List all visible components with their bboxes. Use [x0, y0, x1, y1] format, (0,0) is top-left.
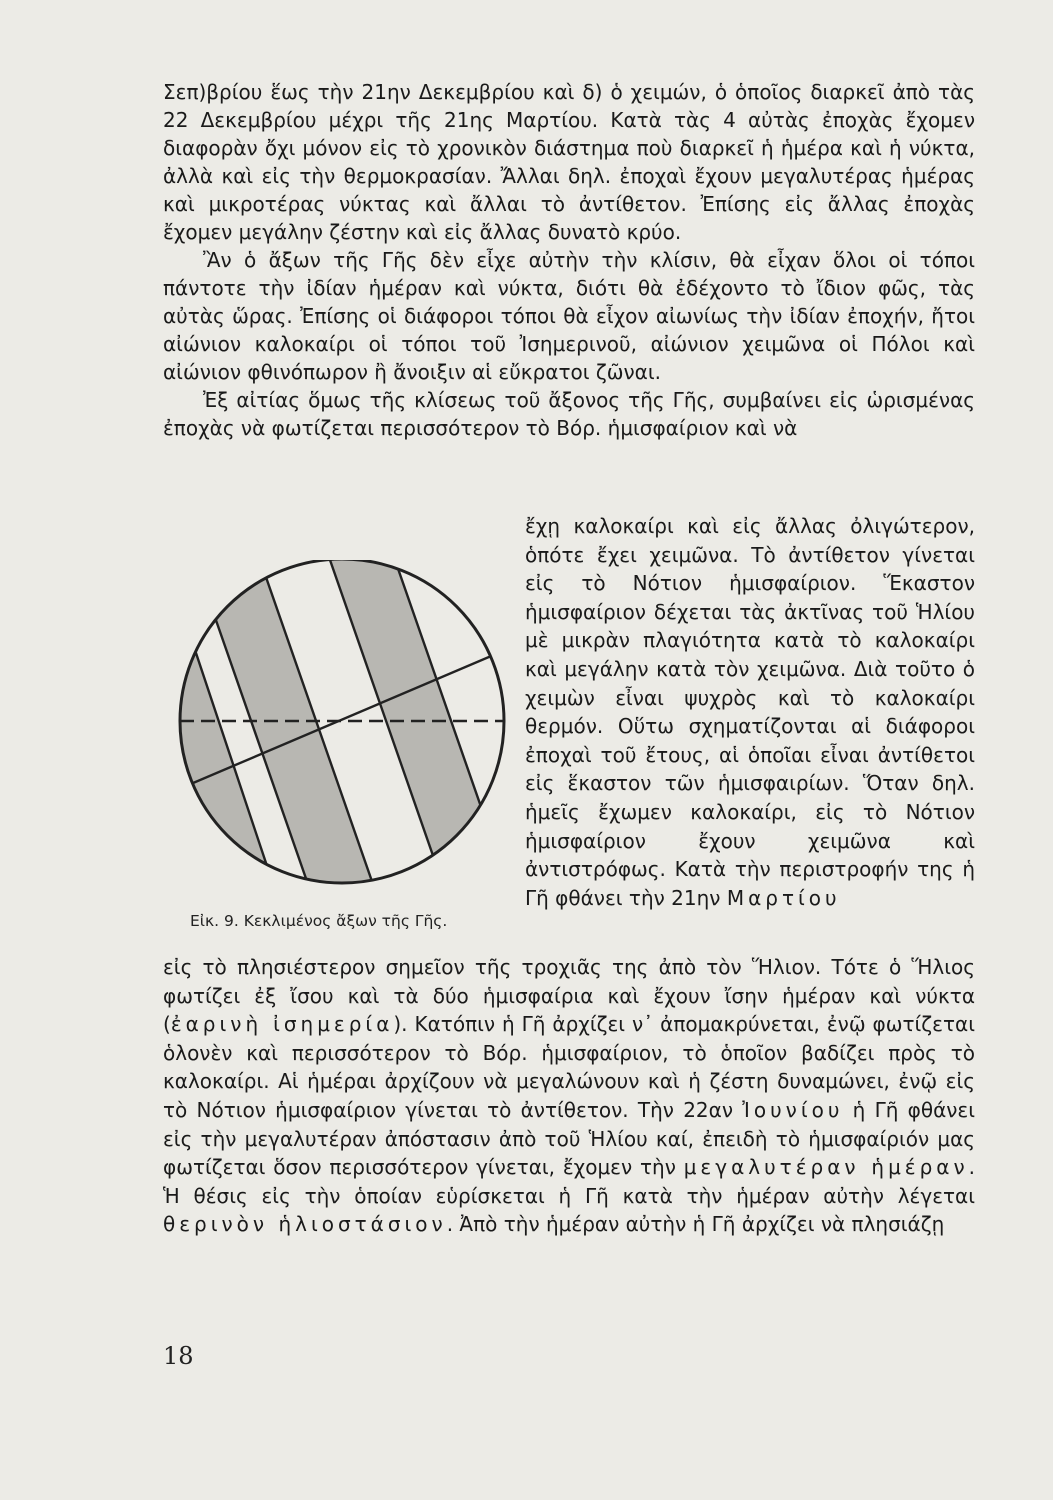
spaced-summer-solstice: θερινὸν ἡλιοστάσιον — [163, 1212, 447, 1237]
right-column-body: ἔχῃ καλοκαίρι καὶ εἰς ἄλλας ὀλιγώτερον, ὁπότε ἔχει χειμῶνα. Τὸ ἀντίθετον γίνεται εἰς τὸ Νότιον ἡμισφαίριον. Ἕκαστον ἡμισφαίριον δέχεται τὰς ἀκτῖνας τοῦ Ἡλίου μὲ μικρὰν πλαγιότητα κατὰ τὸ καλοκαίρι καὶ μεγάλην κατὰ τὸν χειμῶνα. Διὰ τοῦτο ὁ χειμὼν εἶναι ψυχρὸς καὶ τὸ καλοκαίρι θερμόν. Οὕτω σχηματίζονται αἱ διάφοροι ἐποχαὶ τοῦ ἔτους, αἱ ὁποῖαι εἶναι ἀντίθετοι εἰς ἕκαστον τῶν ἡμισφαιρίων. Ὅταν δηλ. ἡμεῖς ἔχωμεν καλοκαίρι, εἰς τὸ Νότιον ἡμισφαίριον ἔχουν χειμῶνα καὶ ἀντιστρόφως. Κατὰ τὴν περιστροφήν της ἡ Γῆ φθάνει τὴν 21ην — [525, 514, 975, 910]
bottom-text-block — [163, 953, 975, 1239]
figure-caption: Εἰκ. 9. Κεκλιμένος ἄξων τῆς Γῆς. — [190, 912, 448, 930]
bottom-text-1: εἰς τὸ πλησιέστερον σημεῖον τῆς τροχιᾶς της ἀπὸ τὸν Ἥλιον. Τότε ὁ Ἥλιος φωτίζει ἐξ ἴσου καὶ τὰ δύο ἡμισφαίρια καὶ ἔχουν ἴσην ἡμέραν καὶ νύκτα ( — [163, 955, 975, 1037]
bottom-text-4: . Ἡ θέσις εἰς τὴν ὁποίαν εὑρίσκεται ἡ Γῆ κατὰ τὴν ἡμέραν αὐτὴν λέγεται — [163, 1155, 976, 1208]
paragraph-no-tilt: Ἂν ὁ ἄξων τῆς Γῆς δὲν εἶχε αὐτὴν τὴν κλίσιν, θὰ εἶχαν ὅλοι οἱ τόποι πάντοτε τὴν ἰδίαν ἡμέραν καὶ νύκτα, διότι θὰ ἐδέχοντο τὸ ἴδιον φῶς, τὰς αὐτὰς ὥρας. Ἐπίσης οἱ διάφοροι τόποι θὰ εἶχον αἰωνίως τὴν ἰδίαν ἐποχήν, ἤτοι αἰώνιον καλοκαίρι οἱ τόποι τοῦ Ἰσημερινοῦ, αἰώνιον χειμῶνα οἱ Πόλοι καὶ αἰώνιον φθινόπωρον ἢ ἄνοιξιν αἱ εὔκρατοι ζῶναι. — [163, 248, 975, 384]
spaced-longest-day: μεγαλυτέραν ἡμέραν — [683, 1155, 969, 1180]
spaced-spring-equinox: ἐαρινὴ ἰσημερία — [170, 1012, 394, 1037]
spaced-june: Ἰουνίου — [742, 1097, 844, 1122]
paragraph-tilt-cause: Ἐξ αἰτίας ὅμως τῆς κλίσεως τοῦ ἄξονος τῆς Γῆς, συμβαίνει εἰς ὡρισμένας ἐποχὰς νὰ φωτίζεται περισσότερον τὸ Βόρ. ἡμισφαίριον καὶ νὰ — [163, 388, 975, 440]
top-text-block — [163, 78, 975, 442]
tilted-axis-figure — [165, 560, 510, 890]
bottom-text-3: ἡ Γῆ φθάνει εἰς τὴν μεγαλυτέραν ἀπόστασιν ἀπὸ τοῦ Ἡλίου καί, ἐπειδὴ τὸ ἡμισφαίριόν μας φωτίζεται ὅσον περισσότερον γίνεται, ἔχομεν τὴν — [163, 1097, 976, 1180]
bottom-text-5: . Ἀπὸ τὴν ἡμέραν αὐτὴν ἡ Γῆ ἀρχίζει νὰ πλησιάζῃ — [446, 1212, 945, 1237]
page-number: 18 — [163, 1342, 194, 1370]
spaced-word-march: Μαρτίου — [726, 885, 841, 910]
bottom-text-2: ). Κατόπιν ἡ Γῆ ἀρχίζει ν᾽ ἀπομακρύνεται, ἐνῷ φωτίζεται ὁλονὲν καὶ περισσότερον τὸ Βόρ. ἡμισφαίριον, τὸ ὁποῖον βαδίζει πρὸς τὸ καλοκαίρι. Αἱ ἡμέραι ἀρχίζουν νὰ μεγαλώνουν καὶ ἡ ζέστη δυναμώνει, ἐνῷ εἰς τὸ Νότιον ἡμισφαίριον γίνεται τὸ ἀντίθετον. Τὴν 22αν — [163, 1012, 975, 1122]
right-column-text — [525, 512, 975, 912]
paragraph-seasons: Σεπ)βρίου ἕως τὴν 21ην Δεκεμβρίου καὶ δ) ὁ χειμών, ὁ ὁποῖος διαρκεῖ ἀπὸ τὰς 22 Δεκεμβρίου μέχρι τῆς 21ης Μαρτίου. Κατὰ τὰς 4 αὐτὰς ἐποχὰς ἔχομεν διαφορὰν ὄχι μόνον εἰς τὸ χρονικὸν διάστημα ποὺ διαρκεῖ ἡ ἡμέρα καὶ ἡ νύκτα, ἀλλὰ καὶ εἰς τὴν θερμοκρασίαν. Ἄλλαι δηλ. ἐποχαὶ ἔχουν μεγαλυτέρας ἡμέρας καὶ μικροτέρας νύκτας καὶ ἄλλαι τὸ ἀντίθετον. Ἐπίσης εἰς ἄλλας ἐποχὰς ἔχομεν μεγάλην ζέστην καὶ εἰς ἄλλας δυνατὸ κρύο. — [163, 80, 975, 244]
